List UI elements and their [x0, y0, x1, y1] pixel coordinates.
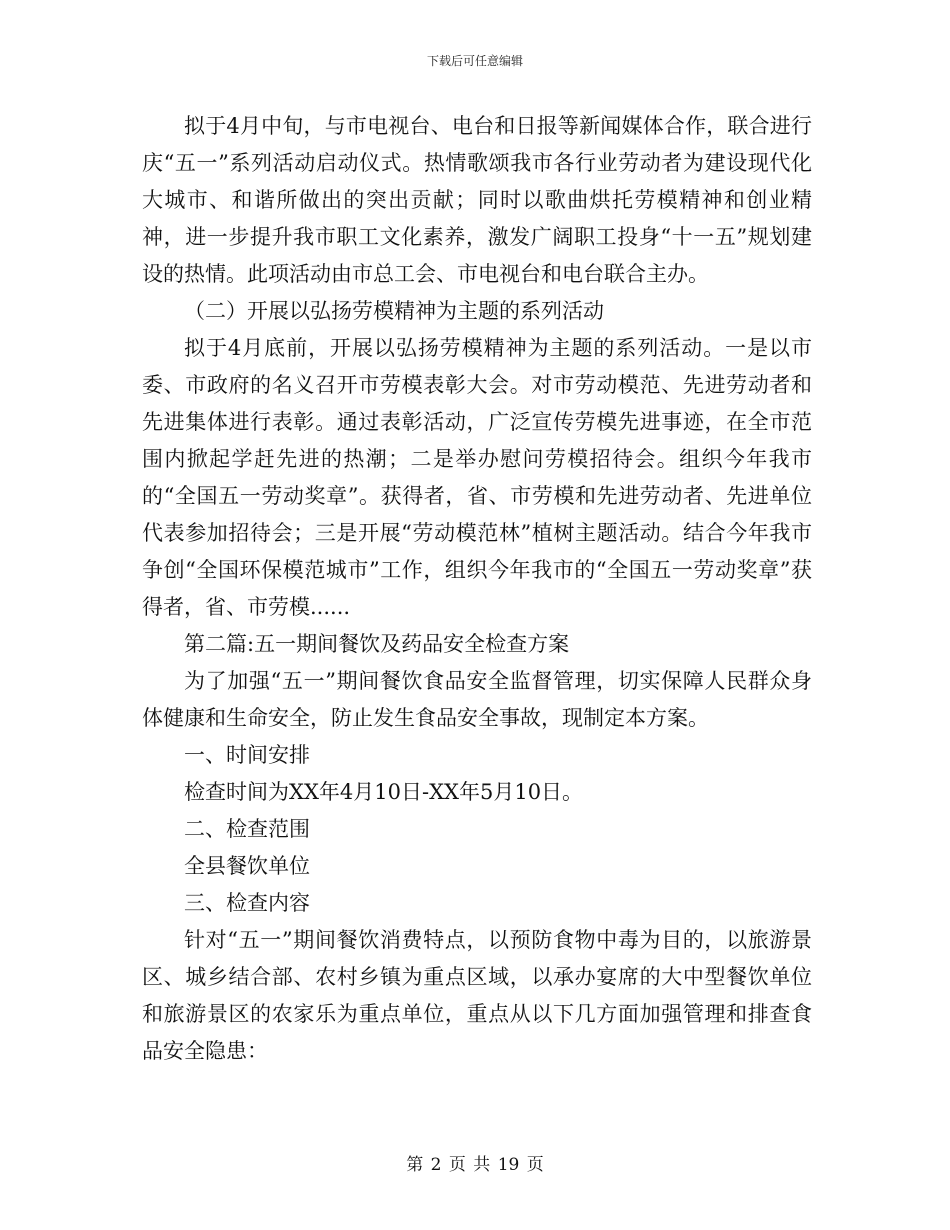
paragraph-scope: 全县餐饮单位 — [184, 854, 310, 878]
paragraph-purpose: 为了加强“五一”期间餐饮食品安全监督管理，切实保障人民群众身体健康和生命安全，防止发生食品安全事故，现制定本方案。 — [142, 669, 812, 730]
heading-inspection-content: 三、检查内容 — [184, 891, 310, 915]
paragraph-launch-ceremony: 拟于4月中旬，与市电视台、电台和日报等新闻媒体合作，联合进行庆“五一”系列活动启动仪式。热情歌颂我市各行业劳动者为建设现代化大城市、和谐所做出的突出贡献；同时以歌曲烘托劳模精神和创业精神，进一步提升我市职工文化素养，激发广阔职工投身“十一五”规划建设的热情。此项活动由市总工会、市电视台和电台联合主办。 — [142, 114, 812, 286]
section-heading-model-worker-activities: （二）开展以弘扬劳模精神为主题的系列活动 — [184, 299, 604, 323]
paragraph-inspection-content: 针对“五一”期间餐饮消费特点，以预防食物中毒为目的，以旅游景区、城乡结合部、农村乡镇为重点区域，以承办宴席的大中型餐饮单位和旅游景区的农家乐为重点单位，重点从以下几方面加强管理和排查食品安全隐患： — [142, 928, 812, 1063]
page-header: 下载后可任意编辑 — [426, 54, 523, 68]
page-number-footer: 第 2 页 共 19 页 — [406, 1155, 544, 1175]
document-body — [142, 108, 812, 1070]
heading-time-schedule: 一、时间安排 — [184, 743, 310, 767]
heading-inspection-scope: 二、检查范围 — [184, 817, 310, 841]
paragraph-inspection-time: 检查时间为XX年4月10日-XX年5月10日。 — [184, 780, 584, 804]
chapter-title-part-two: 第二篇:五一期间餐饮及药品安全检查方案 — [184, 632, 570, 656]
paragraph-model-worker-activities: 拟于4月底前，开展以弘扬劳模精神为主题的系列活动。一是以市委、市政府的名义召开市劳模表彰大会。对市劳动模范、先进劳动者和先进集体进行表彰。通过表彰活动，广泛宣传劳模先进事迹，在全市范围内掀起学赶先进的热潮；二是举办慰问劳模招待会。组织今年我市的“全国五一劳动奖章”。获得者，省、市劳模和先进劳动者、先进单位代表参加招待会；三是开展“劳动模范林”植树主题活动。结合今年我市争创“全国环保模范城市”工作，组织今年我市的“全国五一劳动奖章”获得者，省、市劳模...... — [142, 336, 812, 619]
